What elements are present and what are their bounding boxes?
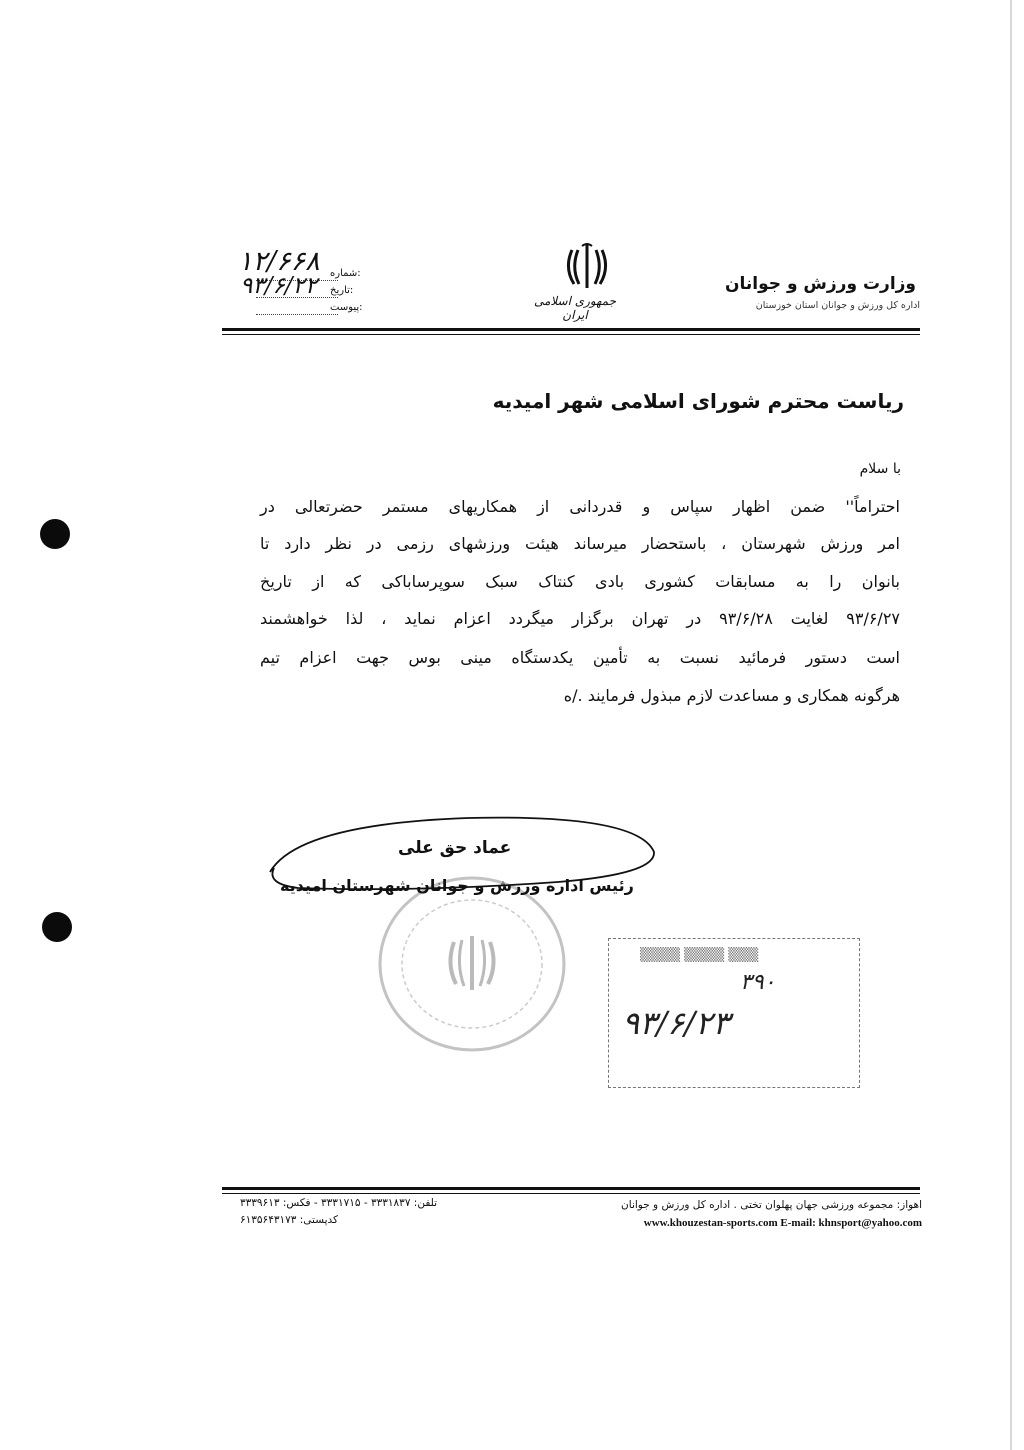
attachment-dots: [256, 314, 338, 315]
body-line: هرگونه همکاری و مساعدت لازم مبذول فرمایند ./ه: [563, 686, 900, 705]
body-line: است دستور فرمائید نسبت به تأمین یکدستگاه مینی بوس جهت اعزام تیم: [260, 648, 900, 667]
stamp-faded-text: ▒▒▒▒ ▒▒▒▒ ▒▒▒: [640, 948, 759, 963]
binder-hole-top: [40, 519, 70, 549]
header-rule-thick: [222, 328, 920, 331]
signatory-name: عماد حق علی: [398, 838, 512, 858]
body-line: امر ورزش شهرستان ، باستحضار میرساند هیئت ورزشهای رزمی در نظر دارد تا: [260, 534, 900, 553]
letter-date: ۹۳/۶/۲۲: [240, 273, 318, 299]
body-line: ۹۳/۶/۲۷ لغایت ۹۳/۶/۲۸ در تهران برگزار میگردد اعزام نماید ، لذا خواهشمند: [260, 609, 900, 628]
body-line: احتراماً'' ضمن اظهار سپاس و قدردانی از همکاریهای مستمر حضرتعالی در: [260, 497, 900, 516]
binder-hole-bottom: [42, 912, 72, 942]
attachment-label: پیوست:: [330, 302, 363, 313]
stamp-date: ۹۳/۶/۲۳: [622, 1004, 730, 1042]
seal-emblem-icon: [450, 936, 493, 990]
greeting: با سلام: [859, 461, 901, 477]
republic-label: جمهوری اسلامی ایران: [533, 294, 617, 322]
recipient: ریاست محترم شورای اسلامی شهر امیدیه: [492, 389, 904, 413]
footer-website: www.khouzestan-sports.com E-mail: khnsport@yahoo.com: [643, 1217, 922, 1229]
footer-phone: تلفن: ۳۳۳۱۸۳۷ - ۳۳۳۱۷۱۵ - فکس: ۳۳۳۹۶۱۳: [240, 1197, 438, 1209]
stamp-number: ۳۹۰: [740, 970, 776, 995]
header-rule-thin: [222, 334, 920, 335]
date-label: تاریخ:: [330, 285, 354, 296]
emblem-icon: [562, 240, 612, 292]
footer-address: اهواز: مجموعه ورزشی جهان پهلوان تختی . اداره کل ورزش و جوانان: [621, 1199, 922, 1211]
number-label: شماره:: [330, 268, 361, 279]
signatory-title: رئیس اداره ورزش و جوانان شهرستان امیدیه: [280, 876, 634, 895]
footer-rule-thick: [222, 1187, 920, 1190]
ministry-title: وزارت ورزش و جوانان: [725, 274, 916, 294]
footer-postal-code: کدپستی: ۶۱۳۵۶۴۳۱۷۳: [240, 1214, 339, 1226]
body-line: بانوان را به مسابقات کشوری بادی کنتاک سبک سوپرساباکی که از تاریخ: [260, 572, 900, 591]
letter-number: ۱۲/۶۶۸: [238, 246, 320, 277]
page-edge: [1010, 0, 1012, 1450]
ministry-subtitle: اداره کل ورزش و جوانان استان خوزستان: [755, 300, 920, 311]
footer-rule-thin: [222, 1193, 920, 1194]
